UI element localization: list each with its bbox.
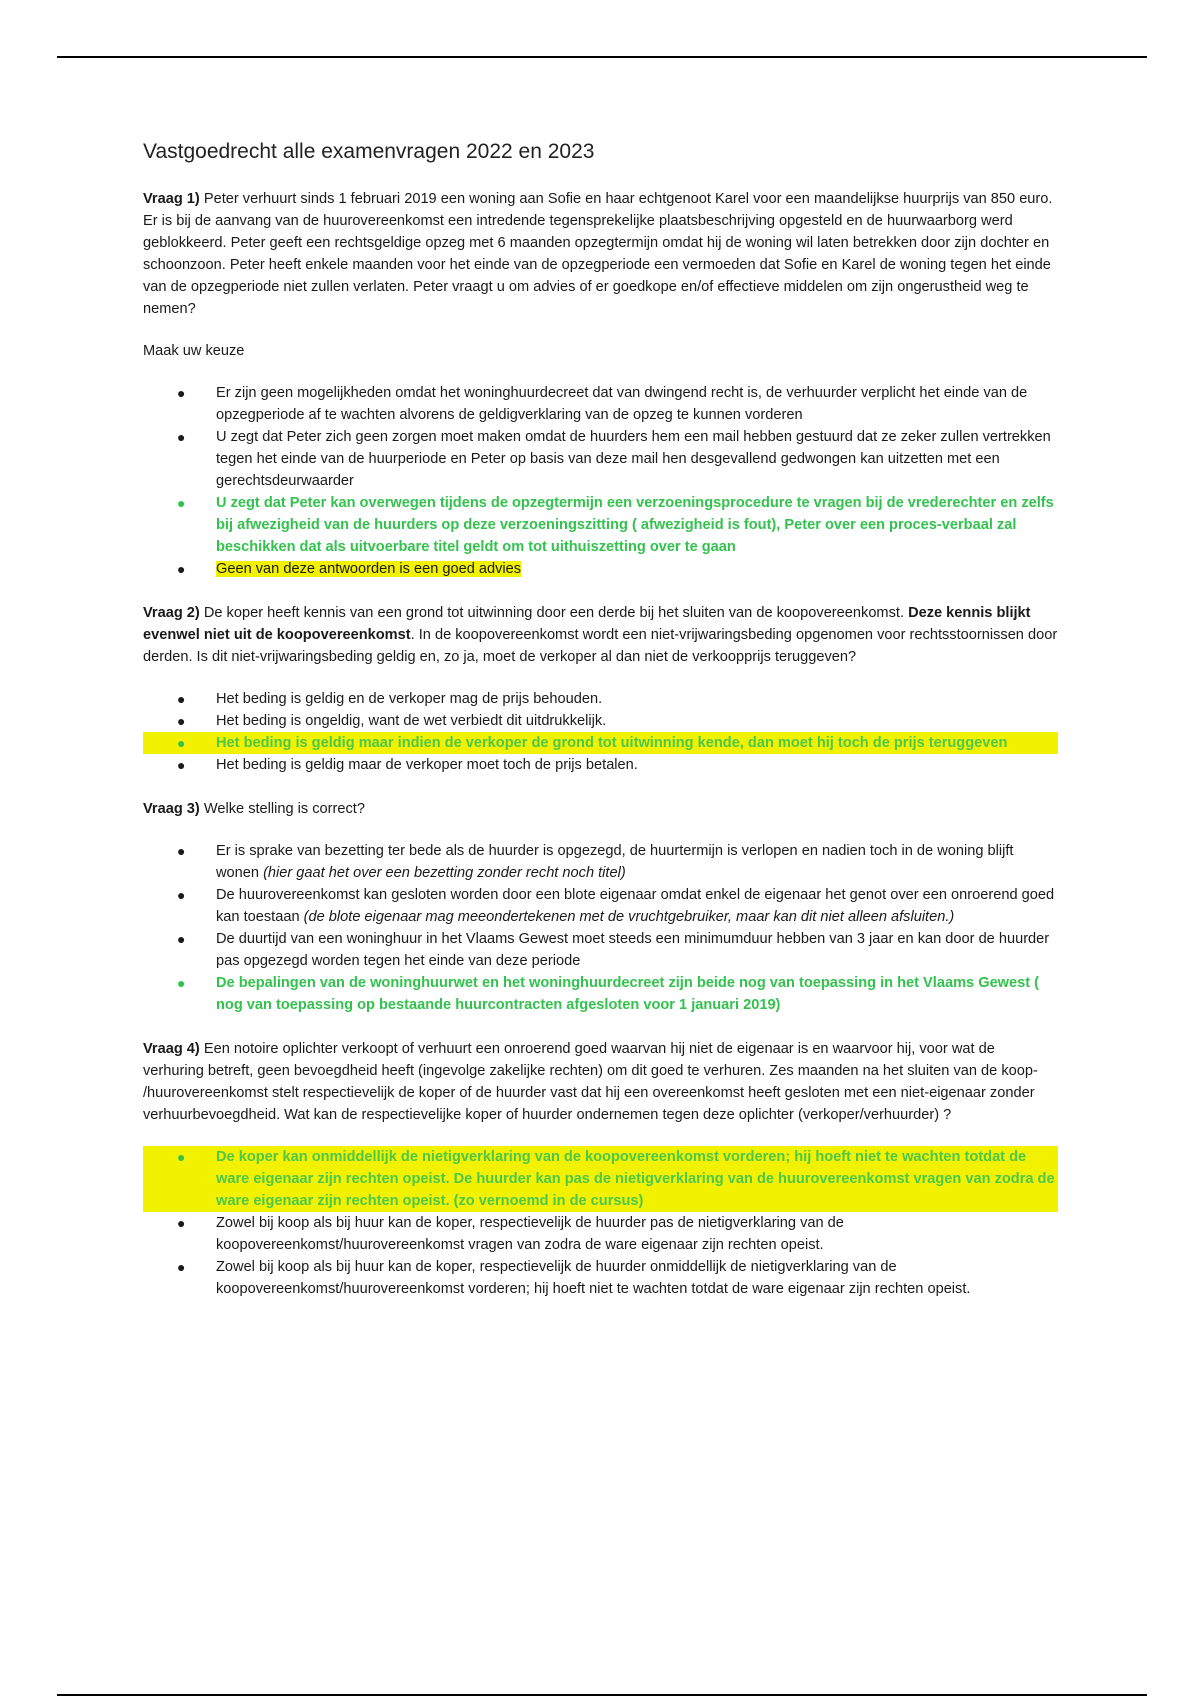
bullet-icon: ● <box>177 757 186 773</box>
document-body <box>143 140 1058 1322</box>
question-2-option-4: ● Het beding is geldig maar de verkoper moet toch de prijs betalen. <box>143 754 1058 776</box>
question-2-option-1: ● Het beding is geldig en de verkoper mag de prijs behouden. <box>143 688 1058 710</box>
question-1-option-1: ● Er zijn geen mogelijkheden omdat het woninghuurdecreet dat van dwingend recht is, de verhuurder verplicht het einde van de opzegperiode af te wachten alvorens de geldigverklaring van de opzeg te kunnen vorderen <box>143 382 1058 426</box>
bullet-icon: ● <box>177 561 186 577</box>
question-4-option-2: ● Zowel bij koop als bij huur kan de koper, respectievelijk de huurder pas de nietigverklaring van de koopovereenkomst/huurovereenkomst vragen van zodra de ware eigenaar zijn rechten opeist. <box>143 1212 1058 1256</box>
bullet-icon: ● <box>177 931 186 947</box>
question-3-label: Vraag 3) <box>143 801 200 817</box>
bullet-icon: ● <box>177 691 186 707</box>
bullet-icon: ● <box>177 975 186 991</box>
question-1-options <box>143 382 1058 580</box>
header-rule <box>57 56 1147 58</box>
question-1-option-4-highlighted: ● Geen van deze antwoorden is een goed advies <box>143 558 1058 580</box>
question-4: Vraag 4) Een notoire oplichter verkoopt of verhuurt een onroerend goed waarvan hij niet de eigenaar is en waarvoor hij, voor wat de verhuring betreft, geen bevoegdheid heeft (ingevolge zakelijke rechten) om dit goed te verhuren. Zes maanden na het sluiten van de koop- /huurovereenkomst stelt respectievelijk de koper of de huurder vast dat hij een overeenkomst heeft gesloten met een niet-eigenaar zonder verhuurbevoegdheid. Wat kan de respectievelijke koper of huurder ondernemen tegen deze oplichter (verkoper/verhuurder) ? <box>143 1041 1038 1123</box>
bullet-icon: ● <box>177 887 186 903</box>
question-2-emphasis: Deze kennis blijkt evenwel niet uit de koopovereenkomst <box>143 605 1031 643</box>
question-1-text: Peter verhuurt sinds 1 februari 2019 een woning aan Sofie en haar echtgenoot Karel voor een maandelijkse huurprijs van 850 euro. Er is bij de aanvang van de huurovereenkomst een intredende tegensprekelijke plaatsbeschrijving opgesteld en de huurwaarborg werd geblokkeerd. Peter geeft een rechtsgeldige opzeg met 6 maanden opzegtermijn omdat hij de woning wil laten betrekken door zijn dochter en schoonzoon. Peter heeft enkele maanden voor het einde van de opzegperiode een vermoeden dat Sofie en Karel de woning tegen het einde van de opzegperiode niet zullen verlaten. Peter vraagt u om advies of er goedkope en/of effectieve middelen om zijn ongerustheid weg te nemen? <box>143 191 1053 317</box>
bullet-icon: ● <box>177 843 186 859</box>
question-4-options <box>143 1146 1058 1300</box>
question-1-option-3-correct: ● U zegt dat Peter kan overwegen tijdens de opzegtermijn een verzoeningsprocedure te vragen bij de vrederechter en zelfs bij afwezigheid van de huurders op deze verzoeningszitting ( afwezigheid is fout), Peter over een proces-verbaal zal beschikken dat als uitvoerbare titel geldt om tot uithuiszetting over te gaan <box>143 492 1058 558</box>
question-4-option-1-correct: ● De koper kan onmiddellijk de nietigverklaring van de koopovereenkomst vorderen; hij hoeft niet te wachten totdat de ware eigenaar zijn rechten opeist. De huurder kan pas de nietigverklaring van de huurovereenkomst vragen van zodra de ware eigenaar zijn rechten opeist. (zo vernoemd in de cursus) <box>143 1146 1058 1212</box>
bullet-icon: ● <box>177 713 186 729</box>
question-2: Vraag 2) De koper heeft kennis van een grond tot uitwinning door een derde bij het sluiten van de koopovereenkomst. Deze kennis blijkt evenwel niet uit de koopovereenkomst. In de koopovereenkomst wordt een niet-vrijwaringsbeding opgenomen voor rechtsstoornissen door derden. Is dit niet-vrijwaringsbeding geldig en, zo ja, moet de verkoper al dan niet de verkoopprijs teruggeven? <box>143 605 1058 665</box>
question-1-label: Vraag 1) <box>143 191 200 207</box>
bullet-icon: ● <box>177 1215 186 1231</box>
bullet-icon: ● <box>177 1149 186 1165</box>
question-3-option-3: ● De duurtijd van een woninghuur in het Vlaams Gewest moet steeds een minimumduur hebben van 3 jaar en kan door de huurder pas opgezegd worden tegen het einde van deze periode <box>143 928 1058 972</box>
question-4-label: Vraag 4) <box>143 1041 200 1057</box>
question-3-option-1: ● Er is sprake van bezetting ter bede als de huurder is opgezegd, de huurtermijn is verlopen en nadien toch in de woning blijft wonen (hier gaat het over een bezetting zonder recht noch titel) <box>143 840 1058 884</box>
question-2-options <box>143 688 1058 776</box>
question-1-prompt: Maak uw keuze <box>143 343 245 359</box>
question-3-options <box>143 840 1058 1016</box>
question-3: Vraag 3) Welke stelling is correct? <box>143 801 365 817</box>
bullet-icon: ● <box>177 735 186 751</box>
bullet-icon: ● <box>177 1259 186 1275</box>
question-1-option-2: ● U zegt dat Peter zich geen zorgen moet maken omdat de huurders hem een mail hebben gestuurd dat ze zeker zullen vertrekken tegen het einde van de huurperiode en Peter op basis van deze mail hen desgevallend gedwongen kan uitzetten met een gerechtsdeurwaarder <box>143 426 1058 492</box>
bullet-icon: ● <box>177 385 186 401</box>
bullet-icon: ● <box>177 495 186 511</box>
question-3-option-2: ● De huurovereenkomst kan gesloten worden door een blote eigenaar omdat enkel de eigenaar het genot over een onroerend goed kan toestaan (de blote eigenaar mag meeondertekenen met de vruchtgebruiker, maar kan dit niet alleen afsluiten.) <box>143 884 1058 928</box>
document-title: Vastgoedrecht alle examenvragen 2022 en 2023 <box>143 140 595 163</box>
question-2-option-3-correct: ● Het beding is geldig maar indien de verkoper de grond tot uitwinning kende, dan moet hij toch de prijs teruggeven <box>143 732 1058 754</box>
question-1 <box>143 188 1058 320</box>
footer-rule <box>57 1694 1147 1696</box>
question-2-option-2: ● Het beding is ongeldig, want de wet verbiedt dit uitdrukkelijk. <box>143 710 1058 732</box>
question-2-label: Vraag 2) <box>143 605 200 621</box>
question-4-option-3: ● Zowel bij koop als bij huur kan de koper, respectievelijk de huurder onmiddellijk de nietigverklaring van de koopovereenkomst/huurovereenkomst vorderen; hij hoeft niet te wachten totdat de ware eigenaar zijn rechten opeist. <box>143 1256 1058 1300</box>
question-3-option-4-correct: ● De bepalingen van de woninghuurwet en het woninghuurdecreet zijn beide nog van toepassing in het Vlaams Gewest ( nog van toepassing op bestaande huurcontracten afgesloten voor 1 januari 2019) <box>143 972 1058 1016</box>
bullet-icon: ● <box>177 429 186 445</box>
